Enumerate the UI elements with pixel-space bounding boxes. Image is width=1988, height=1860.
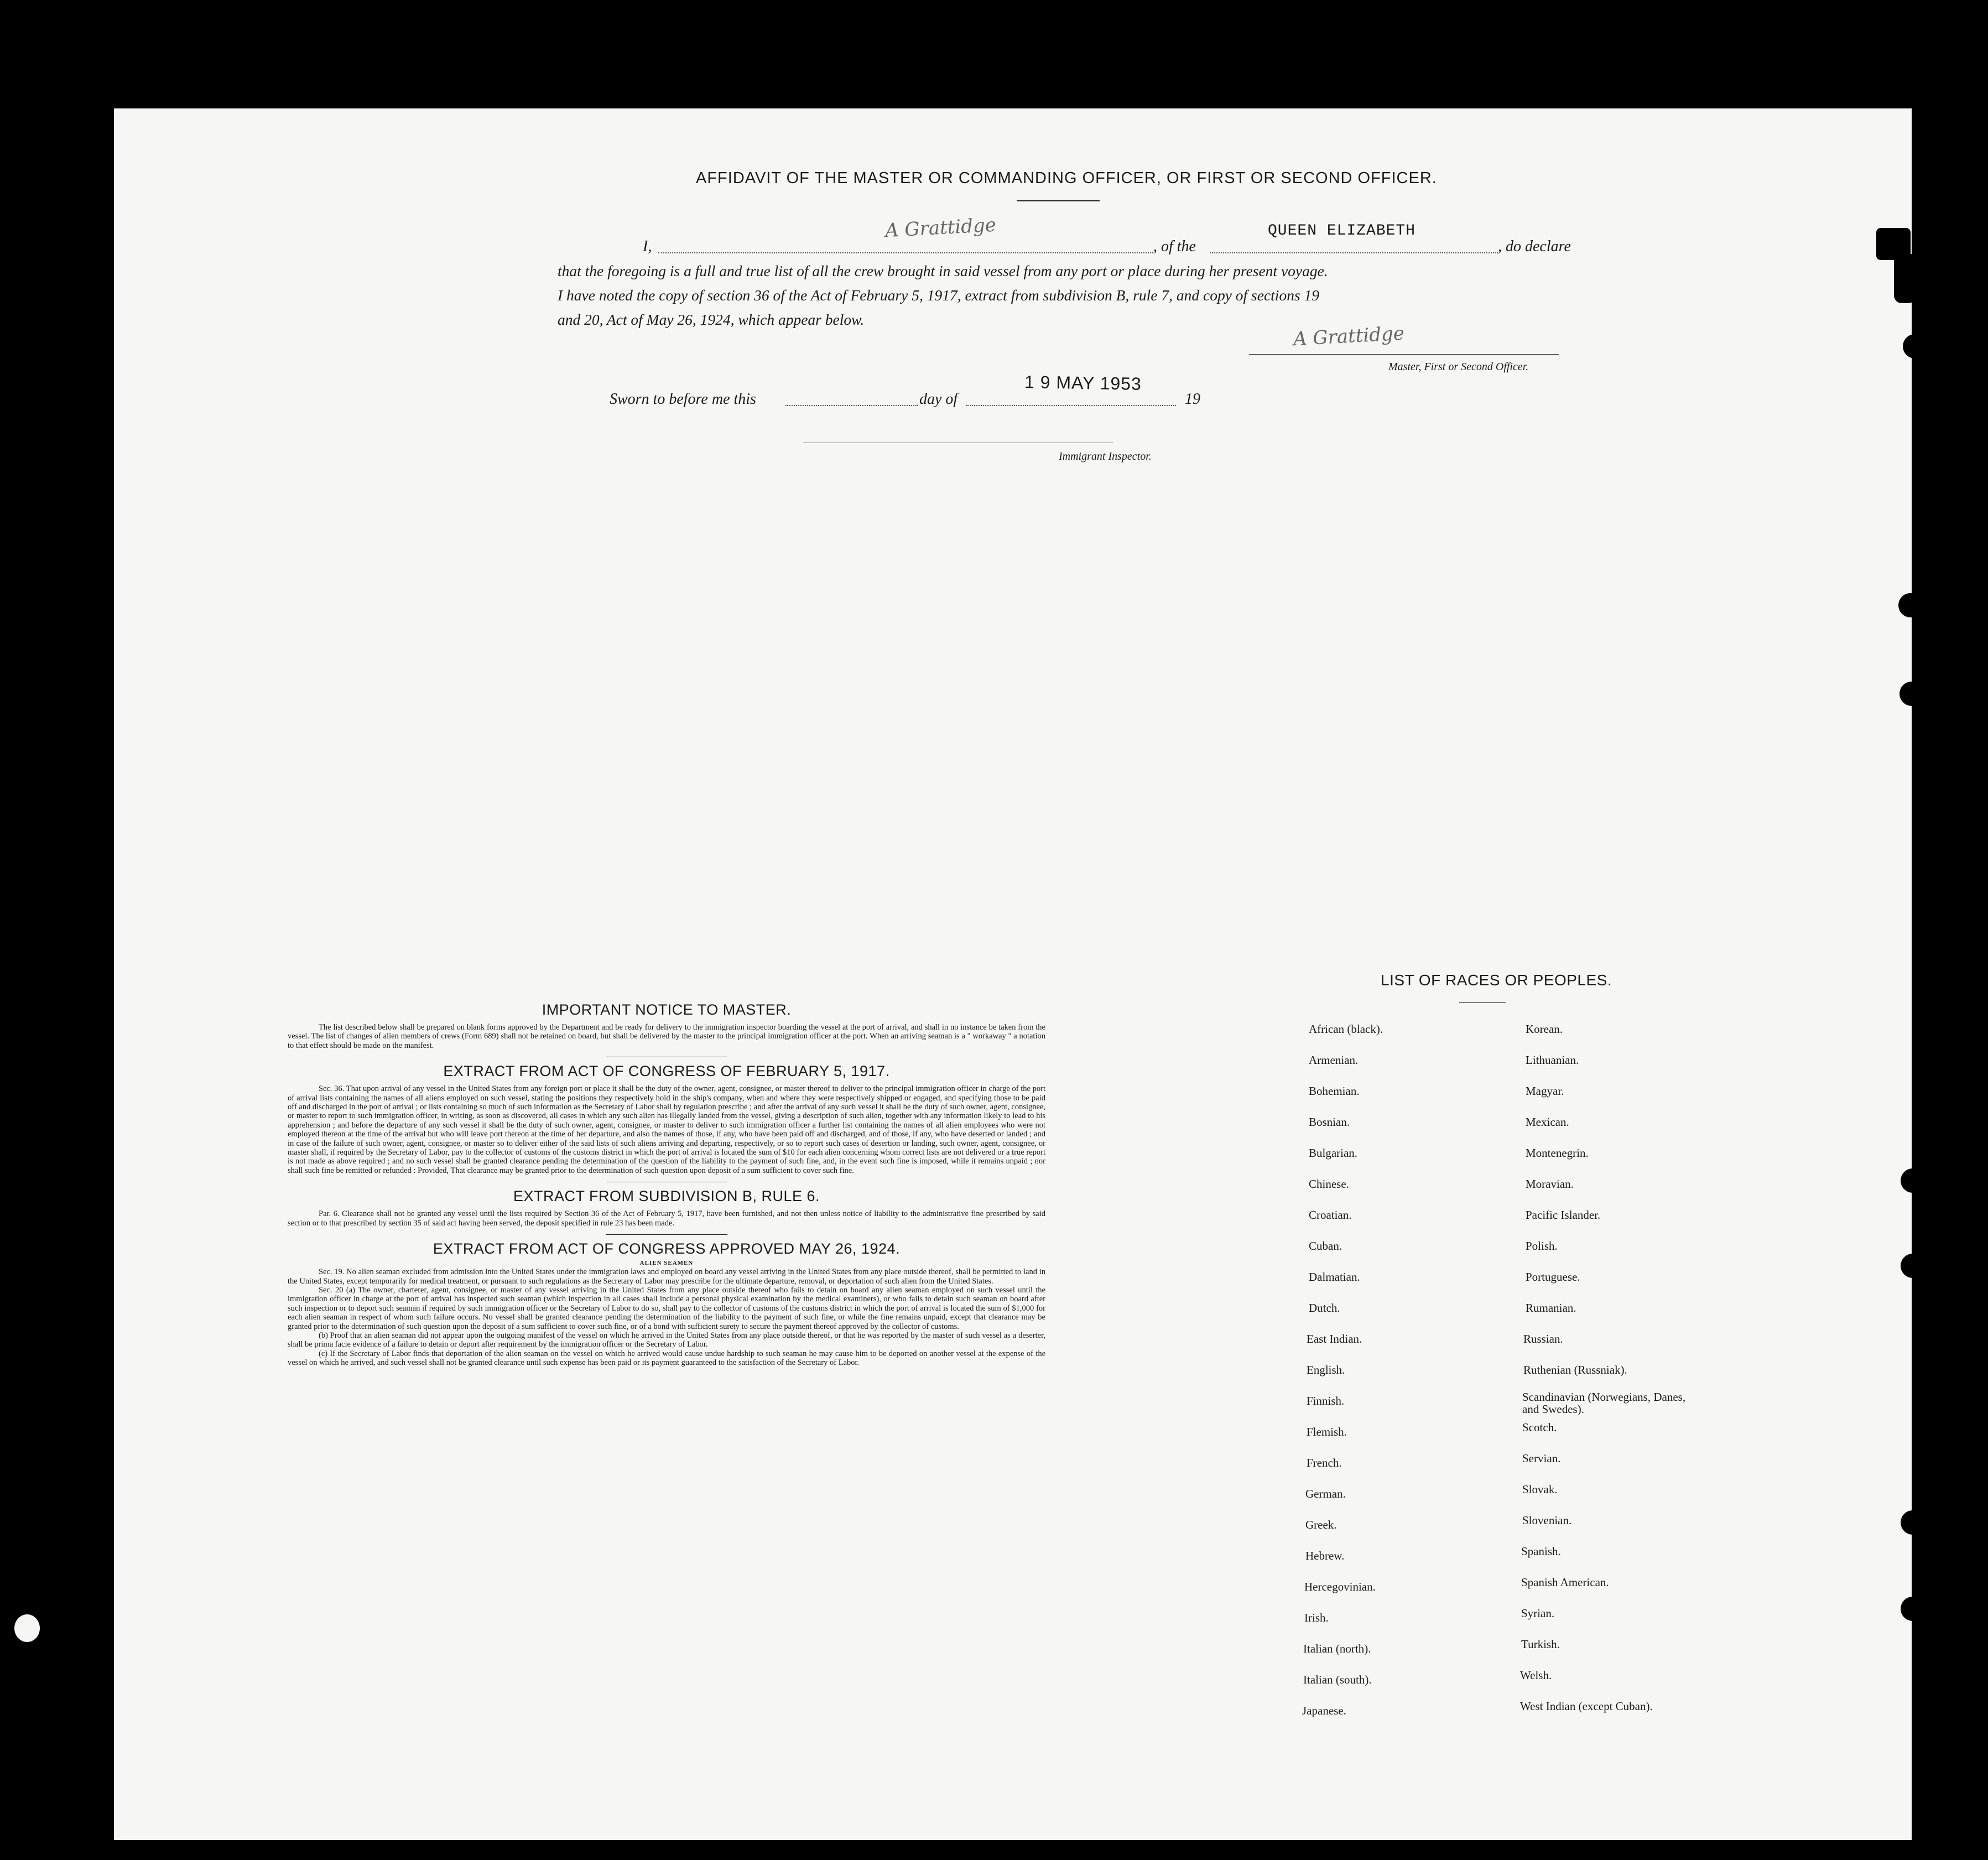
date-stamp: 1 9 MAY 1953	[1024, 372, 1142, 394]
inspector-caption: Immigrant Inspector.	[1059, 450, 1152, 463]
race-item: Ruthenian (Russniak).	[1523, 1363, 1627, 1376]
notice-title: IMPORTANT NOTICE TO MASTER.	[542, 1001, 792, 1018]
race-item: Finnish.	[1307, 1394, 1345, 1407]
sec19-text: Sec. 19. No alien seaman excluded from admission into the United States under the immigration laws and employed on board any vessel arriving in the United States from any place outside thereof, shall be permitted to land in the United States, except temporarily for medical treatment, or pursuant to such regulations as the Secretary of Labor may prescribe for the ultimate departure, removal, or deportation of such alien from the United States.	[288, 1267, 1045, 1286]
declarant-name-line	[658, 252, 1153, 253]
race-item: English.	[1307, 1363, 1345, 1376]
race-item: French.	[1307, 1456, 1342, 1469]
affidavit-line-3: I have noted the copy of section 36 of the Act of February 5, 1917, extract from subdivision B, rule 7, and copy of sections 19	[558, 287, 1320, 304]
day-of-label: day of	[919, 391, 958, 408]
race-item: Bulgarian.	[1309, 1146, 1358, 1160]
race-item: Hercegovinian.	[1304, 1580, 1376, 1593]
race-item: Greek.	[1305, 1518, 1337, 1531]
title-divider	[1017, 200, 1100, 201]
officer-signature-line	[1249, 354, 1559, 355]
race-item: Turkish.	[1521, 1638, 1560, 1651]
sec20a-text: Sec. 20 (a) The owner, charterer, agent, consignee, or master of any vessel arriving in the United States from any place outside thereof who fails to detain on board any alien seaman employed on such vessel until the immigration officer in charge at the port of arrival has inspected such seaman (which inspection in all cases shall include a personal physical examination by the medical examiners), or who fails to detain such seaman on board after such inspection or to deport such seaman if required by such immigration officer or the Secretary of Labor to do so, shall pay to the collector of customs of the customs district in which the port of arrival is located the sum of $1,000 for each alien seaman in respect of whom such failure occurs. No vessel shall be granted clearance pending the determination of the liability to the payment of such fine, or while the fine remains unpaid, except that clearance may be granted prior to the determination of such question upon the deposit of a sum sufficient to cover such fine, or of a bond with sufficient surety to secure the payment thereof approved by the collector of customs.	[288, 1285, 1045, 1331]
vessel-name-line	[1210, 252, 1498, 253]
vessel-name: QUEEN ELIZABETH	[1268, 222, 1416, 240]
races-title: LIST OF RACES OR PEOPLES.	[1381, 971, 1612, 989]
race-item: West Indian (except Cuban).	[1520, 1700, 1653, 1713]
race-item: Mexican.	[1526, 1115, 1569, 1129]
race-item: German.	[1305, 1487, 1346, 1500]
race-item: Syrian.	[1521, 1607, 1555, 1620]
race-item: Montenegrin.	[1526, 1146, 1589, 1160]
race-item: Dutch.	[1309, 1301, 1340, 1315]
binder-mark	[14, 1614, 40, 1642]
race-item: East Indian.	[1307, 1332, 1362, 1345]
race-item: Russian.	[1523, 1332, 1563, 1345]
race-item: Hebrew.	[1305, 1549, 1345, 1562]
race-item: Chinese.	[1309, 1177, 1349, 1191]
race-item: Spanish American.	[1521, 1576, 1609, 1589]
races-divider	[1459, 1002, 1506, 1003]
affidavit-line-2: that the foregoing is a full and true list of all the crew brought in said vessel from any port or place during her present voyage.	[558, 262, 1328, 279]
race-item: Korean.	[1526, 1022, 1563, 1036]
extract-1924-title: EXTRACT FROM ACT OF CONGRESS APPROVED MAY 26, 1924.	[433, 1240, 901, 1258]
affidavit-line-4: and 20, Act of May 26, 1924, which appear below.	[558, 311, 865, 328]
race-item: Welsh.	[1520, 1669, 1552, 1682]
binder-mark	[1894, 253, 1916, 303]
race-item: Croatian.	[1309, 1208, 1352, 1222]
race-item: Spanish.	[1521, 1545, 1561, 1558]
race-item: Flemish.	[1307, 1425, 1347, 1438]
sworn-prefix: Sworn to before me this	[610, 391, 756, 408]
legal-notices	[288, 1001, 1045, 1368]
declarant-prefix: I,	[643, 238, 652, 255]
sec20b-text: (b) Proof that an alien seaman did not appear upon the outgoing manifest of the vessel on which he arrived in the United States from any place outside thereof, or that he was reported by the master of such vessel as a deserter, shall be prima facie evidence of a failure to detain or deport after requirement by the immigration officer or the Secretary of Labor.	[288, 1331, 1045, 1349]
punch-hole	[1901, 1168, 1925, 1193]
race-item: Irish.	[1304, 1611, 1329, 1624]
race-item: Italian (north).	[1303, 1642, 1371, 1655]
punch-hole	[1899, 682, 1924, 706]
race-item: Rumanian.	[1526, 1301, 1576, 1315]
extract-rule6-title: EXTRACT FROM SUBDIVISION B, RULE 6.	[513, 1188, 820, 1205]
notice-text: The list described below shall be prepared on blank forms approved by the Department and be ready for delivery to the immigration inspector boarding the vessel at the port of arrival, and shall in no instance be taken from the vessel. The list of changes of alien members of crews (Form 689) shall not be retained on board, but shall be delivered by the master to the principal immigration officer at the port. When an arriving seaman is a " workaway " a notation to that effect should be made on the manifest.	[288, 1023, 1045, 1050]
race-item: Pacific Islander.	[1526, 1208, 1601, 1222]
race-item: Armenian.	[1309, 1053, 1359, 1067]
race-item: Cuban.	[1309, 1239, 1342, 1253]
sec20c-text: (c) If the Secretary of Labor finds that deportation of the alien seaman on the vessel on which he arrived would cause undue hardship to such seaman he may cause him to be deported on another vessel at the expense of the vessel on which he arrived, and such vessel shall not be granted clearance until such expense has been paid or its payment guaranteed to the satisfaction of the Secretary of Labor.	[288, 1349, 1045, 1368]
sworn-day-line	[785, 405, 918, 406]
punch-hole	[1898, 593, 1923, 617]
race-item: Bohemian.	[1309, 1084, 1360, 1098]
officer-signature: A Grattidge	[1293, 322, 1405, 351]
extract-1917-text: Sec. 36. That upon arrival of any vessel in the United States from any foreign port or place it shall be the duty of the owner, agent, consignee, or master thereof to deliver to the principal immigration officer in charge of the port of arrival lists containing the names of all aliens employed on such vessel, stating the positions they respectively hold in the ship's company, when and where they were respectively shipped or engaged, and specifying those to be paid off and discharged in the port of arrival ; or lists containing so much of such information as the Secretary of Labor shall by regulation prescribe ; and after the arrival of any such vessel it shall be the duty of such owner, agent, consignee, or master to report to such immigration officer, in writing, as soon as discovered, all cases in which any such alien has illegally landed from the vessel, giving a description of such alien, together with any information likely to lead to his apprehension ; and before the departure of any such vessel it shall be the duty of such owner, agent, consignee, or master to deliver to such immigration officer a further list containing the names of all alien employees who were not employed thereon at the time of the arrival but who will leave port thereon at the time of her departure, and also the names of those, if any, who have been paid off and discharged, and of those, if any, who have deserted or landed ; and in case of the failure of such owner, agent, consignee, or master so to deliver either of the said lists of such aliens arriving and departing, respectively, or so to report such cases of desertion or landing, such owner, agent, consignee, or master shall, if required by the Secretary of Labor, pay to the collector of customs of the customs district in which the port of arrival is located the sum of $10 for each alien concerning whom correct lists are not delivered or a true report is not made as above required ; and no such vessel shall be granted clearance pending the determination of the question of the liability to the payment of such fine, and, in the event such fine is imposed, while it remains unpaid ; nor shall such fine be remitted or refunded : Provided, That clearance may be granted prior to the determination of such question upon deposit of a sum sufficient to cover such fine.	[288, 1084, 1045, 1175]
document-page	[114, 108, 1912, 1840]
punch-hole	[1903, 334, 1927, 359]
punch-hole	[1901, 1597, 1925, 1621]
race-item: Moravian.	[1526, 1177, 1574, 1191]
race-item: Polish.	[1526, 1239, 1558, 1253]
race-item: Servian.	[1522, 1452, 1561, 1465]
race-item: Japanese.	[1302, 1704, 1346, 1717]
race-item: Magyar.	[1526, 1084, 1564, 1098]
race-item: Scandinavian (Norwegians, Danes, and Swedes).	[1522, 1390, 1686, 1416]
of-the-label: , of the	[1153, 238, 1196, 255]
declarant-signature: A Grattidge	[884, 214, 997, 242]
race-item: Slovenian.	[1522, 1514, 1572, 1527]
race-item: Slovak.	[1522, 1483, 1558, 1496]
extract-rule6-text: Par. 6. Clearance shall not be granted any vessel until the lists required by Section 36 of the Act of February 5, 1917, have been furnished, and not then unless notice of liability to the administrative fine prescribed by said section or to that prescribed by section 35 of said act having been served, the deposit specified in rule 23 has been made.	[288, 1209, 1045, 1228]
race-item: Lithuanian.	[1526, 1053, 1579, 1067]
race-item: African (black).	[1309, 1022, 1383, 1036]
race-item: Dalmatian.	[1309, 1270, 1360, 1284]
alien-seamen-subtitle: ALIEN SEAMEN	[639, 1260, 694, 1267]
race-item: Italian (south).	[1303, 1673, 1372, 1686]
extract-1917-title: EXTRACT FROM ACT OF CONGRESS OF FEBRUARY 5, 1917.	[443, 1063, 890, 1080]
section-divider	[606, 1234, 727, 1235]
sworn-year: 19	[1185, 391, 1200, 408]
race-item: Portuguese.	[1526, 1270, 1580, 1284]
sworn-month-line	[966, 405, 1176, 406]
race-item: Scotch.	[1522, 1421, 1557, 1434]
race-item: Bosnian.	[1309, 1115, 1350, 1129]
punch-hole	[1901, 1254, 1925, 1278]
affidavit-title: AFFIDAVIT OF THE MASTER OR COMMANDING OFFICER, OR FIRST OR SECOND OFFICER.	[696, 169, 1437, 187]
officer-caption: Master, First or Second Officer.	[1388, 361, 1529, 373]
declare-label: , do declare	[1498, 238, 1571, 255]
punch-hole	[1901, 1510, 1925, 1535]
